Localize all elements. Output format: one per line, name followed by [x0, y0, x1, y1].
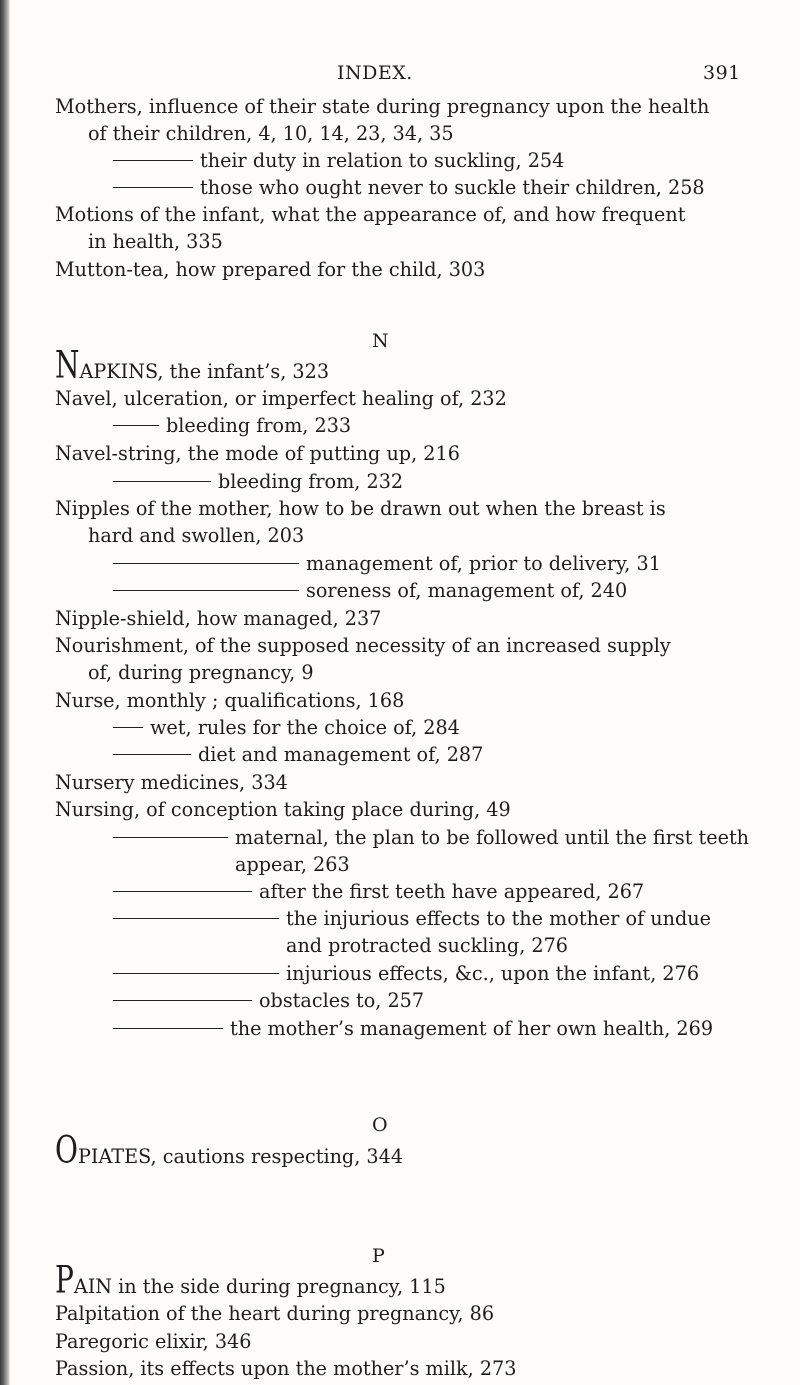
section-letter-p: P [372, 1245, 385, 1267]
sub-entry-text: after the first teeth have appeared, 267 [259, 880, 645, 903]
running-title: INDEX. [337, 62, 413, 84]
index-entry [55, 1127, 404, 1173]
sub-entry-text: bleeding from, 232 [218, 470, 404, 493]
entry-text: Navel, ulceration, or imperfect healing of, 232 [55, 387, 507, 410]
sub-entry-text: obstacles to, 257 [259, 989, 425, 1012]
page-number: 391 [703, 62, 741, 84]
index-entry [55, 1355, 516, 1382]
ditto-dash [113, 563, 299, 564]
index-sub-entry [113, 987, 424, 1014]
index-entry [55, 632, 671, 687]
index-sub-entry [113, 1015, 713, 1042]
index-entry [55, 440, 460, 467]
drop-cap: O [55, 1127, 78, 1173]
entry-text: Paregoric elixir, 346 [55, 1330, 252, 1353]
running-head [0, 58, 800, 88]
ditto-dash [113, 837, 228, 838]
sub-entry-continuation: and protracted suckling, 276 [286, 934, 569, 958]
entry-continuation: of, during pregnancy, 9 [88, 661, 314, 685]
index-sub-entry [113, 174, 705, 201]
entry-text: Nourishment, of the supposed necessity of an increased supply [55, 634, 671, 657]
index-entry [55, 93, 709, 148]
ditto-dash [113, 1000, 252, 1001]
entry-continuation: of their children, 4, 10, 14, 23, 34, 35 [88, 122, 454, 146]
ditto-dash [113, 918, 279, 919]
ditto-dash [113, 481, 211, 482]
index-sub-entry [113, 741, 483, 768]
ditto-dash [113, 727, 143, 728]
sub-entry-text: those who ought never to suckle their children, 258 [200, 176, 705, 199]
index-sub-entry [113, 577, 627, 604]
entry-text: Nursing, of conception taking place during, 49 [55, 798, 511, 821]
sub-entry-text: the injurious effects to the mother of undue [286, 907, 712, 930]
sub-entry-text: injurious effects, &c., upon the infant, 276 [286, 962, 700, 985]
index-entry [55, 1257, 446, 1303]
entry-text: Passion, its effects upon the mother’s milk, 273 [55, 1357, 517, 1380]
index-sub-entry [113, 878, 644, 905]
sub-entry-text: their duty in relation to suckling, 254 [200, 149, 565, 172]
sub-entry-text: maternal, the plan to be followed until the first teeth [235, 826, 750, 849]
ditto-dash [113, 1028, 223, 1029]
entry-continuation: in health, 335 [88, 230, 223, 254]
ditto-dash [113, 590, 299, 591]
ditto-dash [113, 973, 279, 974]
sub-entry-text: diet and management of, 287 [198, 743, 484, 766]
index-entry [55, 769, 288, 796]
entry-continuation: hard and swollen, 203 [88, 524, 305, 548]
entry-text: Nursery medicines, 334 [55, 771, 288, 794]
index-entry [55, 1300, 494, 1327]
index-entry [55, 796, 511, 823]
sub-entry-continuation: appear, 263 [235, 853, 350, 877]
index-entry [55, 342, 330, 388]
index-entry [55, 201, 685, 256]
ditto-dash [113, 425, 159, 426]
drop-cap: N [55, 342, 80, 388]
entry-text: Motions of the infant, what the appearance of, and how frequent [55, 203, 686, 226]
entry-text: AIN in the side during pregnancy, 115 [73, 1275, 446, 1298]
sub-entry-text: the mother’s management of her own health, 269 [230, 1017, 714, 1040]
index-sub-entry [113, 905, 711, 960]
sub-entry-text: wet, rules for the choice of, 284 [150, 716, 460, 739]
index-sub-entry [113, 468, 403, 495]
section-letter-n: N [372, 330, 389, 352]
index-sub-entry [113, 714, 460, 741]
entry-text: APKINS, the infant’s, 323 [79, 360, 330, 383]
index-entry [55, 495, 666, 550]
entry-text: Mothers, influence of their state during pregnancy upon the health [55, 95, 710, 118]
entry-text: Nurse, monthly ; qualifications, 168 [55, 689, 405, 712]
ditto-dash [113, 891, 252, 892]
index-sub-entry [113, 960, 699, 987]
entry-text: Nipple-shield, how managed, 237 [55, 607, 382, 630]
section-letter-o: O [372, 1114, 388, 1136]
entry-text: Palpitation of the heart during pregnancy, 86 [55, 1302, 495, 1325]
ditto-dash [113, 187, 193, 188]
entry-text: Navel-string, the mode of putting up, 216 [55, 442, 460, 465]
index-entry [55, 1328, 251, 1355]
index-entry [55, 385, 507, 412]
index-sub-entry [113, 412, 351, 439]
index-sub-entry [113, 550, 661, 577]
entry-text: PIATES, cautions respecting, 344 [77, 1145, 404, 1168]
index-entry [55, 256, 485, 283]
ditto-dash [113, 754, 191, 755]
sub-entry-text: bleeding from, 233 [166, 414, 352, 437]
drop-cap: P [55, 1257, 74, 1303]
sub-entry-text: management of, prior to delivery, 31 [306, 552, 661, 575]
sub-entry-text: soreness of, management of, 240 [306, 579, 628, 602]
entry-text: Mutton-tea, how prepared for the child, 303 [55, 258, 486, 281]
index-entry [55, 605, 381, 632]
index-sub-entry [113, 824, 749, 879]
index-sub-entry [113, 147, 564, 174]
ditto-dash [113, 160, 193, 161]
entry-text: Nipples of the mother, how to be drawn out when the breast is [55, 497, 666, 520]
index-entry [55, 687, 404, 714]
